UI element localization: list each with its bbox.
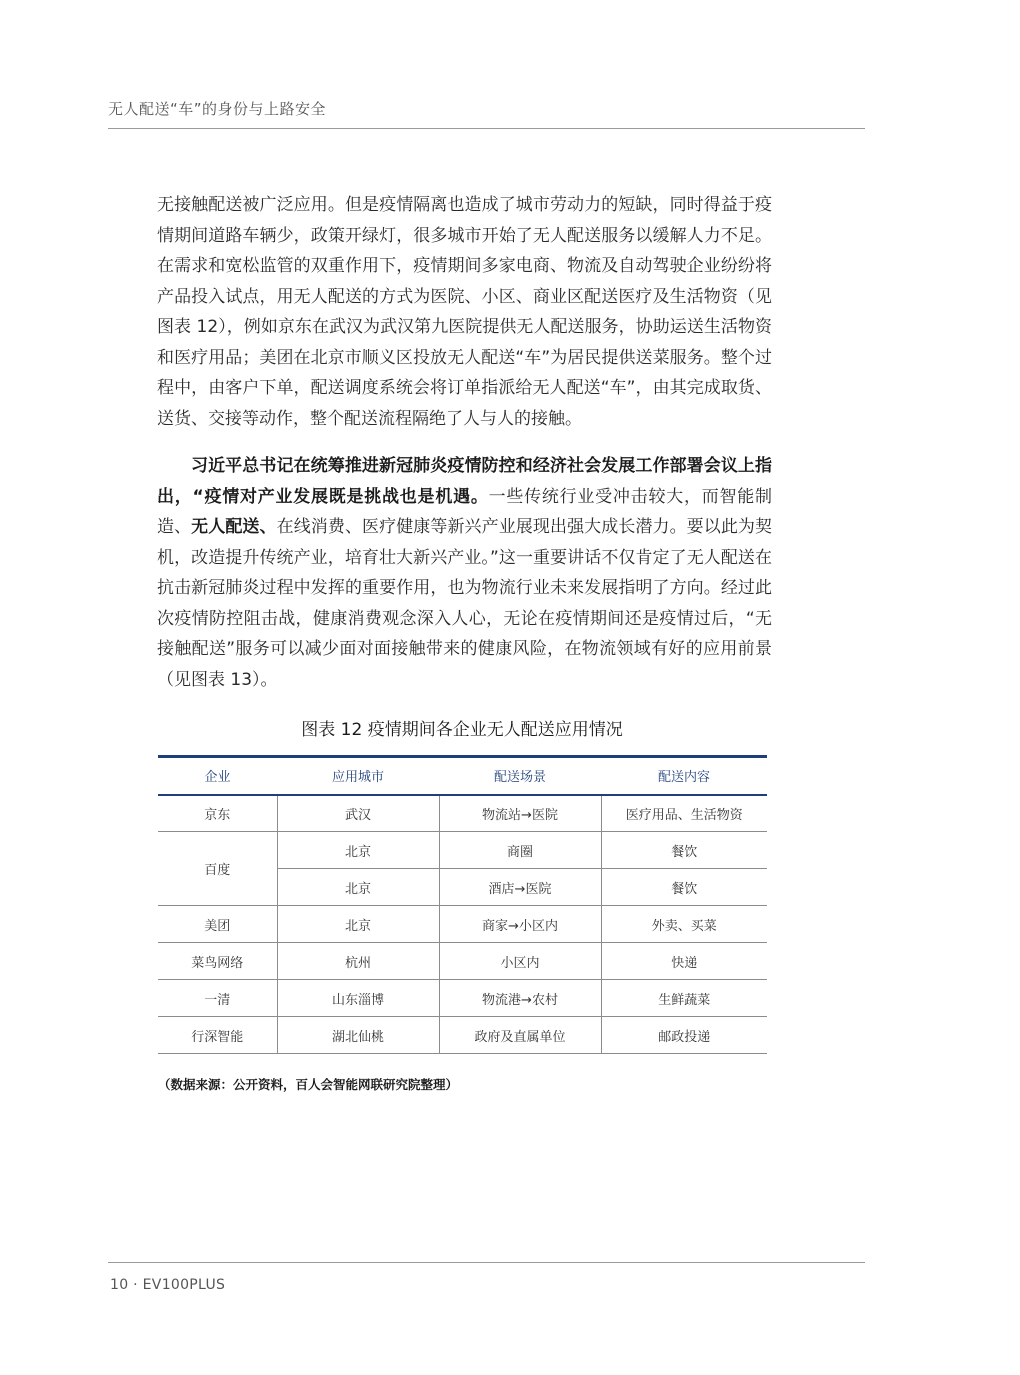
- table-row: [158, 906, 767, 943]
- table-row: [158, 980, 767, 1017]
- table-header-row: [158, 757, 767, 795]
- running-header-title: 无人配送“车”的身份与上路安全: [108, 100, 327, 118]
- header-city: 应用城市: [277, 757, 439, 795]
- cell-city: 北京: [277, 869, 439, 906]
- body-paragraph-2: [157, 451, 772, 695]
- table-row: [158, 943, 767, 980]
- cell-company: 行深智能: [158, 1017, 277, 1054]
- delivery-table: [158, 755, 767, 1054]
- quote-text-1: 一些传统行业受冲击较大，而智能制造、: [157, 486, 772, 537]
- cell-content: 餐饮: [601, 869, 767, 906]
- quote-text-2: 在线消费、医疗健康等新兴产业展现出强大成长潜力。要以此为契机，改造提升传统产业，培育壮大新兴产业。”这一重要讲话不仅肯定了无人配送在抗击新冠肺炎过程中发挥的重要作用，也为物流行业未来发展指明了方向。经过此次疫情防控阻击战，健康消费观念深入人心，无论在疫情期间还是疫情过后，“无接触配送”服务可以减少面对面接触带来的健康风险，在物流领域有好的应用前景（见图表 13）。: [157, 517, 773, 690]
- cell-city: 山东淄博: [277, 980, 439, 1017]
- cell-scenario: 酒店→医院: [439, 869, 601, 906]
- cell-company: 百度: [158, 832, 277, 906]
- header-divider: [108, 128, 865, 129]
- page-footer: 10 · EV100PLUS: [110, 1277, 226, 1293]
- cell-scenario: 商家→小区内: [439, 906, 601, 943]
- table-caption: 图表 12 疫情期间各企业无人配送应用情况: [301, 720, 623, 740]
- cell-company: 菜鸟网络: [158, 943, 277, 980]
- body-paragraph-1: 无接触配送被广泛应用。但是疫情隔离也造成了城市劳动力的短缺，同时得益于疫情期间道路车辆少，政策开绿灯，很多城市开始了无人配送服务以缓解人力不足。在需求和宽松监管的双重作用下，疫情期间多家电商、物流及自动驾驶企业纷纷将产品投入试点，用无人配送的方式为医院、小区、商业区配送医疗及生活物资（见图表 12），例如京东在武汉为武汉第九医院提供无人配送服务，协助运送生活物资和医疗用品；美团在北京市顺义区投放无人配送“车”为居民提供送菜服务。整个过程中，由客户下单，配送调度系统会将订单指派给无人配送“车”，由其完成取货、送货、交接等动作，整个配送流程隔绝了人与人的接触。: [157, 195, 772, 429]
- header-company: 企业: [158, 757, 277, 795]
- cell-city: 武汉: [277, 795, 439, 832]
- cell-company: 一清: [158, 980, 277, 1017]
- data-source-note: （数据来源：公开资料，百人会智能网联研究院整理）: [158, 1077, 459, 1092]
- cell-scenario: 政府及直属单位: [439, 1017, 601, 1054]
- cell-scenario: 小区内: [439, 943, 601, 980]
- header-content: 配送内容: [601, 757, 767, 795]
- cell-city: 湖北仙桃: [277, 1017, 439, 1054]
- cell-company: 京东: [158, 795, 277, 832]
- table-row: [158, 1017, 767, 1054]
- header-scenario: 配送场景: [439, 757, 601, 795]
- cell-content: 外卖、买菜: [601, 906, 767, 943]
- cell-content: 邮政投递: [601, 1017, 767, 1054]
- cell-scenario: 商圈: [439, 832, 601, 869]
- footer-divider: [108, 1262, 865, 1263]
- quote-bold-1: 习近平总书记在统筹推进新冠肺炎疫情防控和经济社会发展工作部署会议上指出，“疫情对产业发展既是挑战也是机遇。: [157, 456, 772, 507]
- table-row: [158, 795, 767, 832]
- table-row: [158, 832, 767, 869]
- cell-content: 医疗用品、生活物资: [601, 795, 767, 832]
- cell-content: 快递: [601, 943, 767, 980]
- cell-content: 生鲜蔬菜: [601, 980, 767, 1017]
- cell-city: 北京: [277, 832, 439, 869]
- cell-company: 美团: [158, 906, 277, 943]
- cell-scenario: 物流站→医院: [439, 795, 601, 832]
- quote-bold-2: 无人配送、: [191, 517, 277, 537]
- cell-content: 餐饮: [601, 832, 767, 869]
- cell-city: 杭州: [277, 943, 439, 980]
- cell-city: 北京: [277, 906, 439, 943]
- cell-scenario: 物流港→农村: [439, 980, 601, 1017]
